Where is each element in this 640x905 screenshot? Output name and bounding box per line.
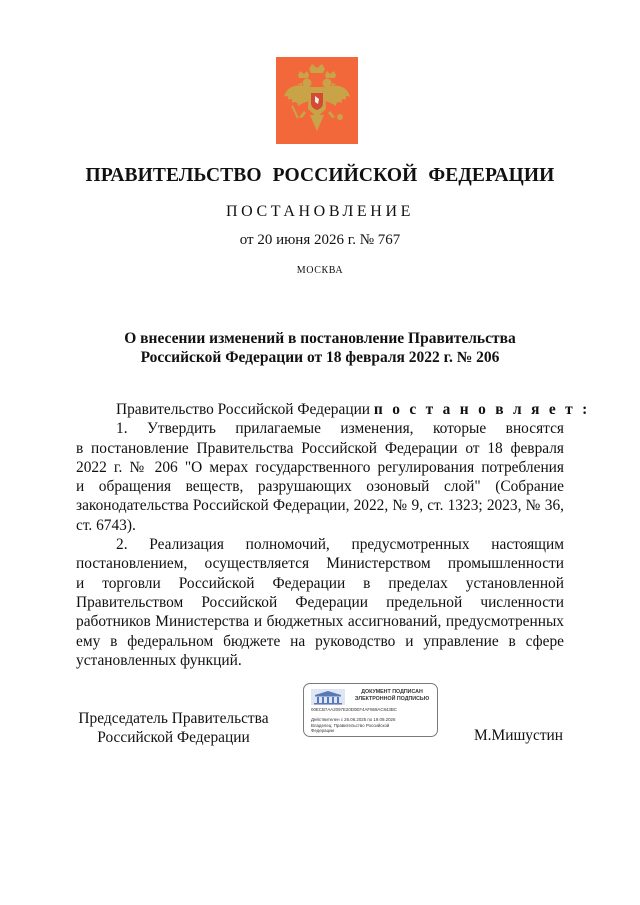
paragraph-1-line: законодательства Российской Федерации, 2022, № 9, ст. 1323; 2023, № 36, <box>76 497 564 515</box>
decrees-word: п о с т а н о в л я е т : <box>373 401 591 418</box>
subject-line: О внесении изменений в постановление Правительства <box>124 330 516 347</box>
signatory-position <box>76 709 271 747</box>
paragraph-1-line: и обращения веществ, разрушающих озоновый слой" (Собрание <box>76 478 564 496</box>
certificate-owner <box>311 723 421 734</box>
signatory-position-line: Председатель Правительства <box>78 710 269 727</box>
intro-line <box>76 400 591 419</box>
stamp-title-line: ЭЛЕКТРОННОЙ ПОДПИСЬЮ <box>354 695 430 702</box>
emblem-svg <box>276 57 358 144</box>
certificate-serial: 00ECB7AA2097E20D0EF4AF869AC843BC <box>311 707 397 712</box>
paragraph-2-line: постановлением, осуществляется Министерством промышленности <box>76 555 564 573</box>
coat-of-arms-icon <box>276 57 358 144</box>
certificate-owner-line: Федерации <box>311 728 334 734</box>
city: МОСКВА <box>296 265 344 276</box>
paragraph-2-line: ему в федеральном бюджете на руководство и управление в сфере <box>76 632 564 650</box>
stamp-title-line: ДОКУМЕНТ ПОДПИСАН <box>361 689 423 695</box>
certificate-validity: Действителен с 26.06.2025 по 19.09.2026 <box>311 717 396 722</box>
paragraph-2-line: работников Министерства и бюджетных ассигнований, предусмотренных <box>76 613 564 631</box>
electronic-signature-stamp <box>303 683 438 737</box>
decree-date-number: от 20 июня 2026 г. № 767 <box>239 232 401 248</box>
paragraph-2-line: 2. Реализация полномочий, предусмотренных настоящим <box>116 536 564 554</box>
document-type: ПОСТАНОВЛЕНИЕ <box>226 203 414 220</box>
paragraph-1-line: в постановление Правительства Российской Федерации от 18 февраля <box>76 439 564 457</box>
signatory-position-line: Российской Федерации <box>97 729 250 746</box>
paragraph-2-line: установленных функций. <box>76 651 242 669</box>
government-title: ПРАВИТЕЛЬСТВО РОССИЙСКОЙ ФЕДЕРАЦИИ <box>85 165 555 186</box>
paragraph-2-line: и торговли Российской Федерации в пределах установленной <box>76 574 564 592</box>
certificate-owner-line: Владелец: Правительство Российской <box>311 723 390 728</box>
signatory-name: М.Мишустин <box>474 727 564 744</box>
stamp-title <box>350 689 434 702</box>
intro-text: Правительство Российской Федерации <box>116 401 371 418</box>
paragraph-1-line: 2022 г. № 206 "О мерах государственного регулирования потребления <box>76 458 564 476</box>
paragraph-1-line: 1. Утвердить прилагаемые изменения, которые вносятся <box>116 420 564 438</box>
decree-subject <box>0 329 640 367</box>
paragraph-2-line: Правительством Российской Федерации предельной численности <box>76 593 564 611</box>
paragraph-1-line: ст. 6743). <box>76 516 136 534</box>
subject-line: Российской Федерации от 18 февраля 2022 г. № 206 <box>140 349 500 366</box>
decree-body <box>76 400 591 670</box>
